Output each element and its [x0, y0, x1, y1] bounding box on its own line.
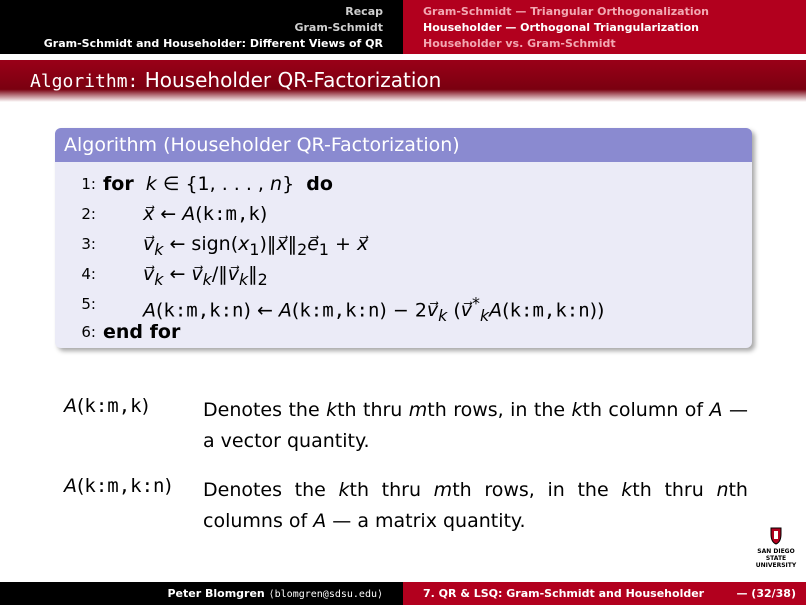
line-number: 5: [81, 295, 96, 313]
footer-author [0, 582, 403, 605]
nav-subsection-householder[interactable]: Householder — Orthogonal Triangularization [423, 21, 699, 34]
author-name: Peter Blomgren [167, 587, 265, 600]
frame-title-text: Householder QR-Factorization [138, 68, 442, 92]
university-logo: SAN DIEGO STATE UNIVERSITY [748, 526, 804, 566]
definition-term: A(k:m,k:n) [64, 475, 172, 497]
section-nav [0, 0, 403, 54]
line-number: 6: [81, 323, 96, 341]
nav-subsection-comparison[interactable]: Householder vs. Gram-Schmidt [423, 37, 616, 50]
page-number: — (32/38) [736, 587, 796, 600]
algorithm-body [55, 162, 752, 348]
algorithm-block-title: Algorithm (Householder QR-Factorization) [55, 128, 752, 162]
nav-section-current[interactable]: Gram-Schmidt and Householder: Different Views of QR [43, 37, 383, 50]
line-number: 2: [81, 205, 96, 223]
line-number: 4: [81, 265, 96, 283]
footer-topic [403, 582, 806, 605]
subsection-nav [403, 0, 806, 54]
nav-section-recap[interactable]: Recap [345, 5, 383, 18]
nav-subsection-gram-schmidt[interactable]: Gram-Schmidt — Triangular Orthogonalization [423, 5, 709, 18]
author-email: ⟨blomgren@sdsu.edu⟩ [268, 589, 383, 600]
definition-desc: Denotes the kth thru mth rows, in the kth column of A — a vector quantity. [203, 399, 748, 452]
frame-title [0, 60, 806, 102]
line-content: $v⃗_k$ ← $sign(x_1)‖x⃗‖_2e⃗_1$ + x⃗ [143, 233, 369, 259]
line-number: 3: [81, 235, 96, 253]
line-number: 1: [81, 175, 96, 193]
line-content: $v⃗_k$ ← $v⃗_k/‖v⃗_k‖_2$ [143, 263, 268, 289]
line-content: end for [103, 321, 181, 343]
university-seal-icon [768, 526, 784, 546]
footer [0, 582, 806, 605]
topic-title: 7. QR & LSQ: Gram-Schmidt and Householder [423, 587, 705, 600]
algorithm-block [55, 128, 752, 348]
frame-title-prefix: Algorithm: [30, 71, 139, 92]
nav-section-gram-schmidt[interactable]: Gram-Schmidt [294, 21, 383, 34]
definition-desc: Denotes the kth thru mth rows, in the kth thru nth columns of A — a matrix quantity. [203, 479, 748, 532]
definition-term: A(k:m,k) [64, 395, 150, 417]
line-content: for k ∈ {1, . . . , n} do [103, 173, 333, 195]
line-content: x⃗ ← A(k:m,k) [143, 203, 268, 225]
navigation-header [0, 0, 806, 54]
line-content: A(k:m,k:n) ← A(k:m,k:n) − $2v⃗_k$ $(v⃗^*_kA(k:m,k:n))$ [143, 294, 605, 326]
